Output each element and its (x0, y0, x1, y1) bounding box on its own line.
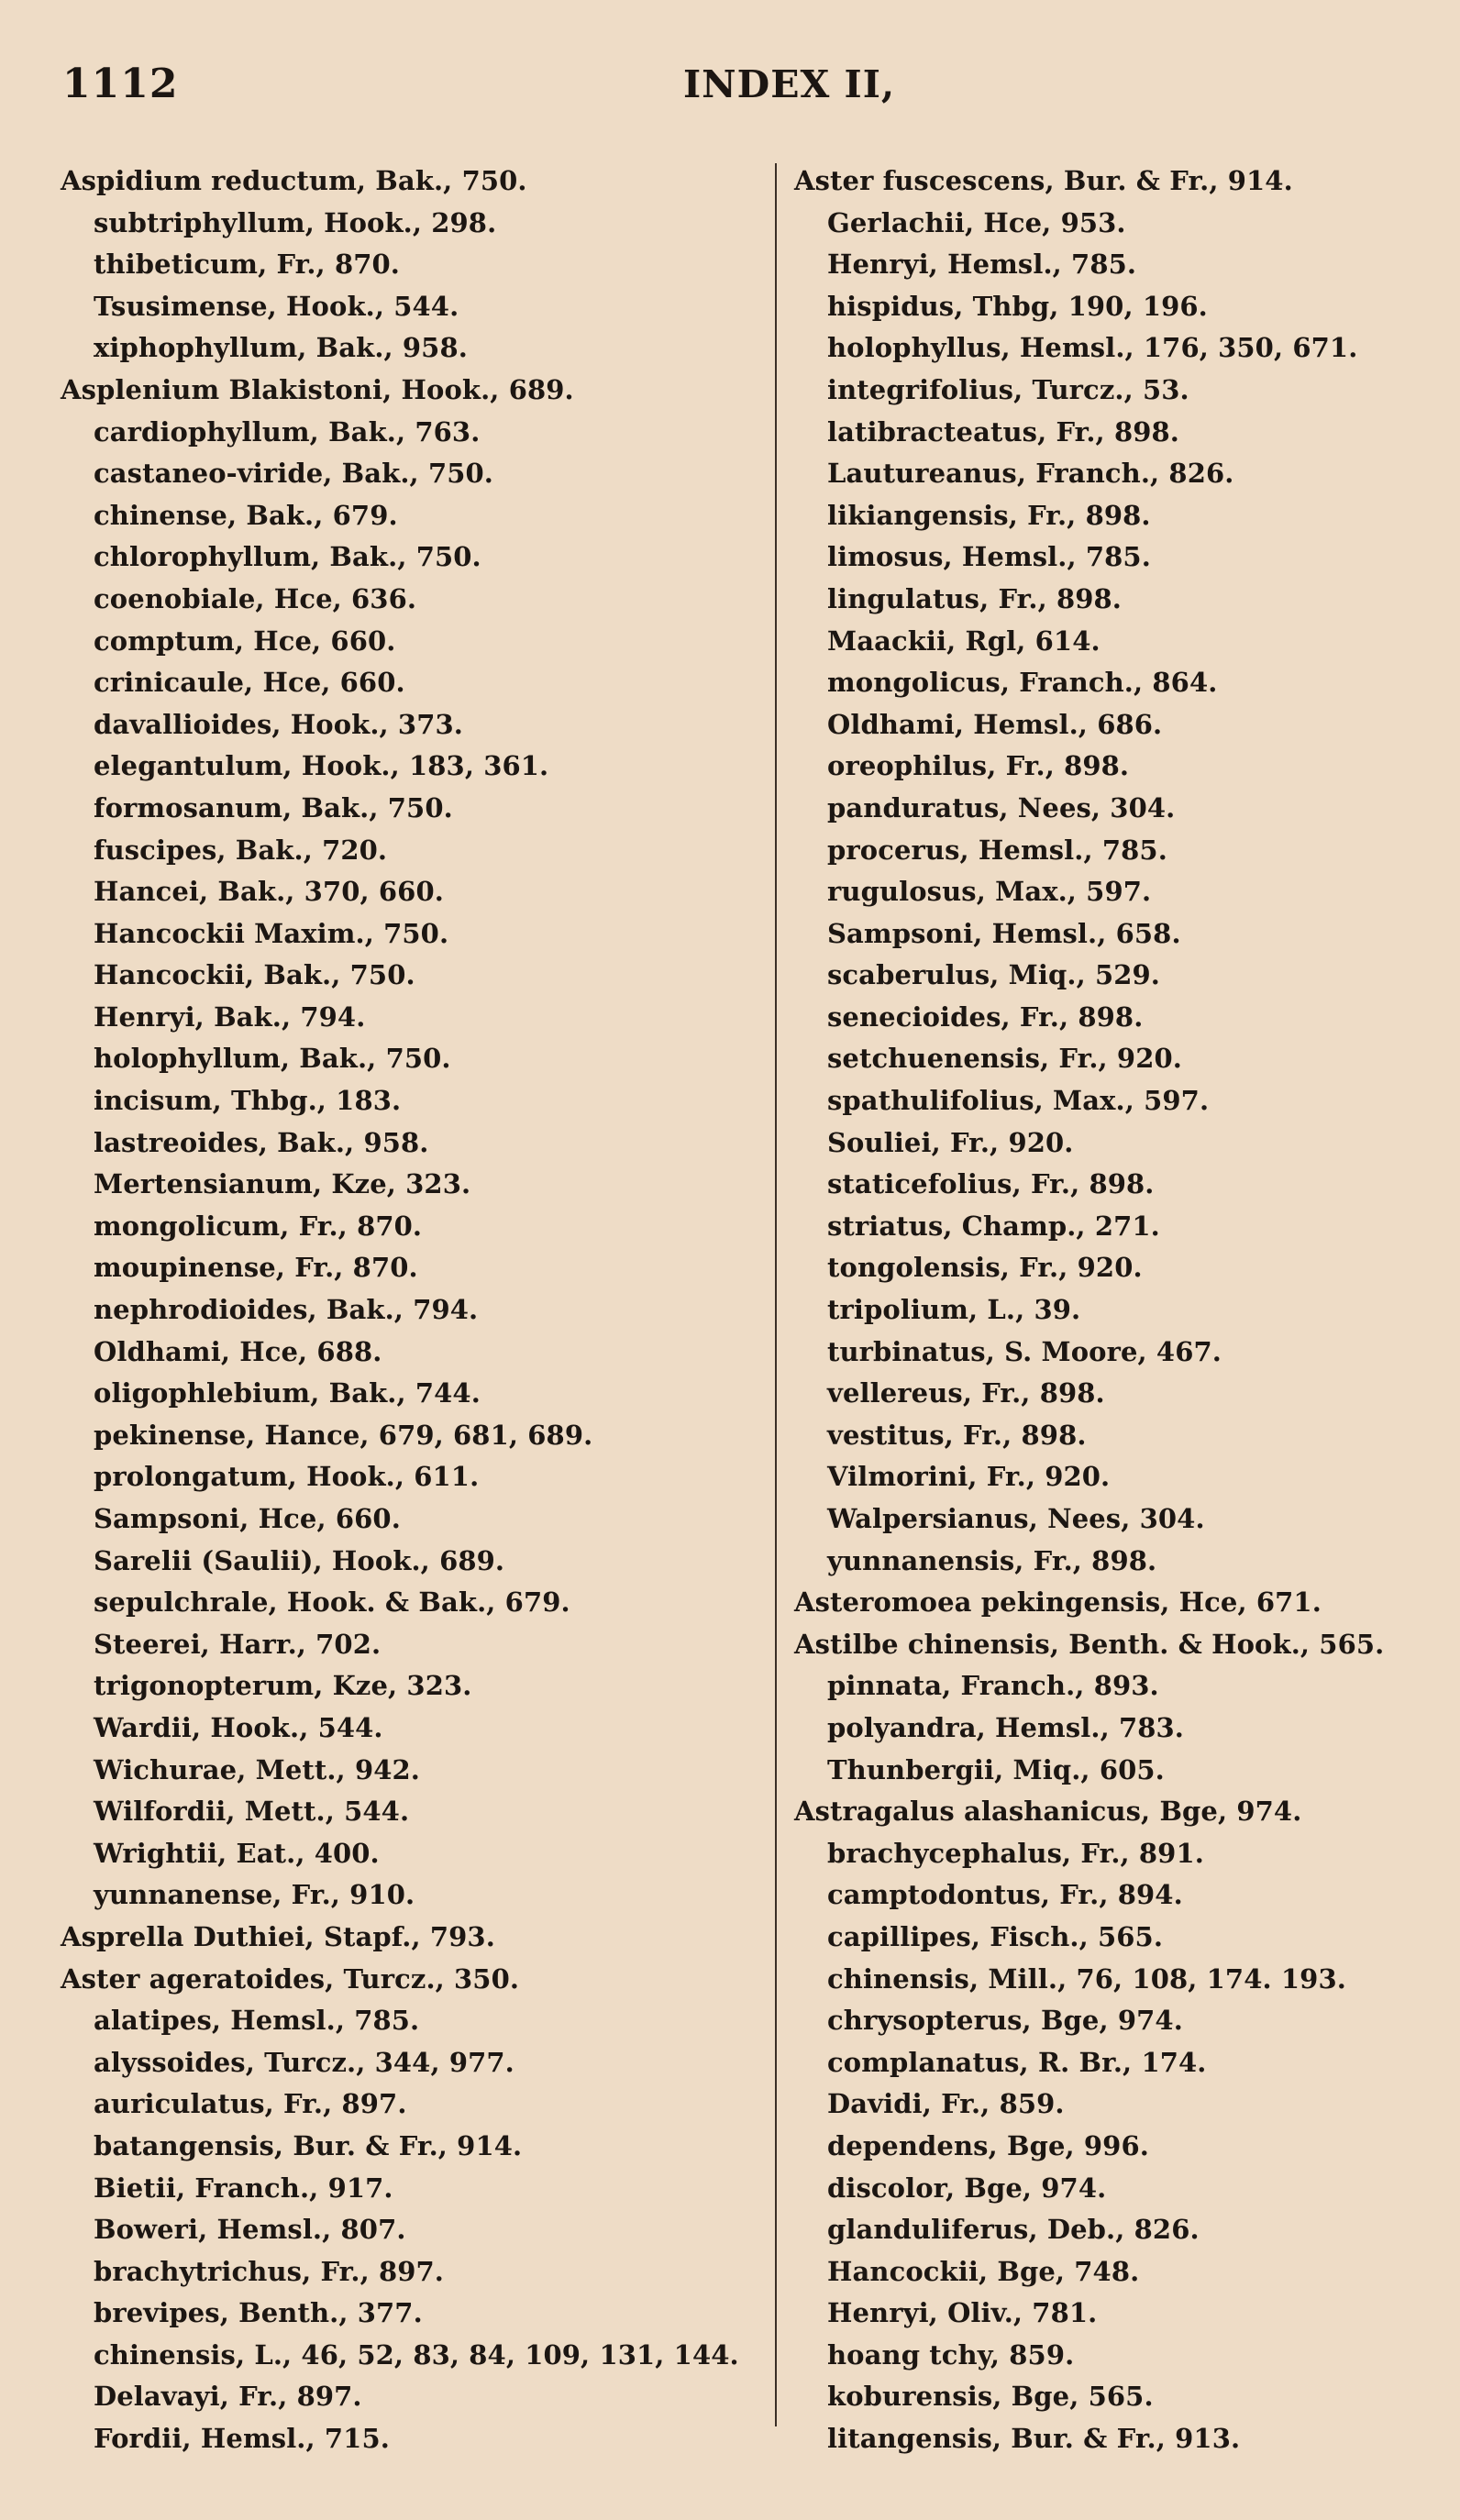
index-entry-species: Hancei, Bak., 370, 660. (94, 876, 444, 908)
index-entry-species: Wilfordii, Mett., 544. (94, 1796, 410, 1828)
index-entry-species: hoang tchy, 859. (827, 2338, 1075, 2371)
index-entry-genus: Asteromoea pekingensis, Hce, 671. (794, 1586, 1322, 1619)
index-entry-species: incisum, Thbg., 183. (94, 1085, 402, 1117)
page-title: INDEX II, (683, 62, 896, 106)
index-entry-species: thibeticum, Fr., 870. (94, 249, 400, 281)
index-entry-species: Walpersianus, Nees, 304. (827, 1503, 1205, 1534)
index-entry-species: nephrodioides, Bak., 794. (94, 1294, 479, 1326)
index-entry-species: Hancockii, Bak., 750. (94, 959, 415, 991)
index-entry-species: cardiophyllum, Bak., 763. (94, 415, 481, 448)
index-entry-species: chinensis, L., 46, 52, 83, 84, 109, 131, 144. (94, 2338, 739, 2371)
index-entry-species: Davidi, Fr., 859. (827, 2088, 1065, 2120)
index-entry-species: Souliei, Fr., 920. (827, 1126, 1074, 1158)
index-entry-genus: Asprella Duthiei, Stapf., 793. (61, 1920, 495, 1952)
index-entry-species: trigonopterum, Kze, 323. (94, 1670, 472, 1702)
index-column-left (61, 160, 758, 2460)
index-entry-species: Boweri, Hemsl., 807. (94, 2214, 406, 2246)
index-entry-species: pinnata, Franch., 893. (827, 1670, 1159, 1702)
index-entry-species: Gerlachii, Hce, 953. (827, 206, 1126, 238)
index-entry-species: moupinense, Fr., 870. (94, 1252, 418, 1284)
index-entry-species: latibracteatus, Fr., 898. (827, 415, 1179, 448)
index-entry-species: oligophlebium, Bak., 744. (94, 1377, 481, 1409)
index-entry-species: yunnanensis, Fr., 898. (827, 1544, 1157, 1576)
index-entry-species: prolongatum, Hook., 611. (94, 1461, 480, 1493)
index-entry-species: vellereus, Fr., 898. (827, 1377, 1105, 1409)
index-entry-species: Wardii, Hook., 544. (94, 1711, 383, 1743)
index-entry-species: crinicaule, Hce, 660. (94, 667, 405, 699)
index-entry-species: Hancockii, Bge, 748. (827, 2255, 1140, 2287)
index-entry-species: brachycephalus, Fr., 891. (827, 1837, 1204, 1869)
index-column-right (794, 160, 1454, 2460)
index-entry-species: tripolium, L., 39. (827, 1294, 1081, 1326)
index-entry-species: dependens, Bge, 996. (827, 2129, 1149, 2161)
index-entry-species: alyssoides, Turcz., 344, 977. (94, 2046, 514, 2078)
index-entry-species: limosus, Hemsl., 785. (827, 541, 1151, 573)
index-entry-species: Maackii, Rgl, 614. (827, 624, 1101, 657)
index-entry-species: chinensis, Mill., 76, 108, 174. 193. (827, 1962, 1346, 1995)
index-entry-species: Tsusimense, Hook., 544. (94, 290, 459, 322)
index-entry-species: subtriphyllum, Hook., 298. (94, 206, 497, 238)
index-entry-species: elegantulum, Hook., 183, 361. (94, 750, 549, 782)
index-entry-species: Vilmorini, Fr., 920. (827, 1461, 1111, 1493)
index-entry-species: likiangensis, Fr., 898. (827, 499, 1151, 531)
index-entry-species: sepulchrale, Hook. & Bak., 679. (94, 1586, 570, 1619)
index-entry-species: mongolicus, Franch., 864. (827, 667, 1218, 699)
index-entry-species: striatus, Champ., 271. (827, 1210, 1160, 1242)
index-entry-species: koburensis, Bge, 565. (827, 2381, 1154, 2413)
index-entry-species: lastreoides, Bak., 958. (94, 1126, 429, 1158)
index-entry-species: rugulosus, Max., 597. (827, 876, 1152, 908)
index-entry-species: chinense, Bak., 679. (94, 499, 398, 531)
index-entry-genus: Aster fuscescens, Bur. & Fr., 914. (794, 165, 1293, 196)
index-entry-species: capillipes, Fisch., 565. (827, 1920, 1164, 1952)
index-entry-species: vestitus, Fr., 898. (827, 1419, 1087, 1451)
index-entry-species: Mertensianum, Kze, 323. (94, 1168, 471, 1200)
index-entry-species: Sampsoni, Hce, 660. (94, 1503, 401, 1534)
index-entry-species: davallioides, Hook., 373. (94, 708, 463, 740)
index-entry-species: lingulatus, Fr., 898. (827, 582, 1123, 614)
index-entry-species: mongolicum, Fr., 870. (94, 1210, 423, 1242)
page-number: 1112 (62, 61, 179, 107)
index-entry-species: xiphophyllum, Bak., 958. (94, 332, 468, 364)
index-entry-species: staticefolius, Fr., 898. (827, 1168, 1155, 1200)
index-entry-species: setchuenensis, Fr., 920. (827, 1043, 1182, 1075)
index-entry-species: holophyllum, Bak., 750. (94, 1043, 451, 1075)
index-entry-species: Henryi, Hemsl., 785. (827, 249, 1137, 281)
index-entry-species: comptum, Hce, 660. (94, 624, 396, 657)
index-entry-species: auriculatus, Fr., 897. (94, 2088, 407, 2120)
index-entry-species: Henryi, Bak., 794. (94, 1000, 366, 1033)
index-entry-genus: Aspidium reductum, Bak., 750. (61, 165, 527, 196)
index-entry-species: tongolensis, Fr., 920. (827, 1252, 1143, 1284)
index-entry-species: hispidus, Thbg, 190, 196. (827, 290, 1208, 322)
index-entry-species: Oldhami, Hemsl., 686. (827, 708, 1163, 740)
index-entry-species: camptodontus, Fr., 894. (827, 1879, 1183, 1911)
index-entry-species: Wrightii, Eat., 400. (94, 1837, 380, 1869)
index-entry-species: panduratus, Nees, 304. (827, 791, 1176, 823)
index-entry-species: Steerei, Harr., 702. (94, 1628, 382, 1660)
index-entry-species: scaberulus, Miq., 529. (827, 959, 1161, 991)
index-entry-genus: Astilbe chinensis, Benth. & Hook., 565. (794, 1628, 1385, 1660)
index-entry-species: Sarelii (Saulii), Hook., 689. (94, 1544, 505, 1576)
index-entry-species: Lautureanus, Franch., 826. (827, 458, 1234, 490)
index-entry-species: Thunbergii, Miq., 605. (827, 1753, 1165, 1785)
index-entry-species: Hancockii Maxim., 750. (94, 917, 449, 949)
index-entry-genus: Asplenium Blakistoni, Hook., 689. (61, 373, 574, 405)
index-entry-species: Bietii, Franch., 917. (94, 2172, 393, 2204)
index-entry-species: Wichurae, Mett., 942. (94, 1753, 420, 1785)
index-entry-species: Sampsoni, Hemsl., 658. (827, 917, 1181, 949)
index-entry-species: turbinatus, S. Moore, 467. (827, 1335, 1222, 1367)
index-entry-species: castaneo-viride, Bak., 750. (94, 458, 493, 490)
index-entry-species: coenobiale, Hce, 636. (94, 582, 417, 614)
index-entry-species: Delavayi, Fr., 897. (94, 2381, 362, 2413)
index-entry-species: spathulifolius, Max., 597. (827, 1085, 1210, 1117)
index-entry-species: yunnanense, Fr., 910. (94, 1879, 415, 1911)
index-entry-species: senecioides, Fr., 898. (827, 1000, 1144, 1033)
index-entry-species: alatipes, Hemsl., 785. (94, 2005, 420, 2037)
index-entry-genus: Aster ageratoides, Turcz., 350. (61, 1962, 520, 1995)
index-entry-species: procerus, Hemsl., 785. (827, 834, 1167, 866)
index-entry-species: Fordii, Hemsl., 715. (94, 2423, 390, 2455)
index-entry-species: integrifolius, Turcz., 53. (827, 373, 1189, 405)
index-entry-species: brevipes, Benth., 377. (94, 2297, 423, 2329)
index-entry-species: batangensis, Bur. & Fr., 914. (94, 2129, 523, 2161)
index-entry-species: brachytrichus, Fr., 897. (94, 2255, 444, 2287)
column-divider (775, 163, 777, 2426)
index-entry-species: complanatus, R. Br., 174. (827, 2046, 1207, 2078)
index-entry-species: chrysopterus, Bge, 974. (827, 2005, 1183, 2037)
index-entry-species: formosanum, Bak., 750. (94, 791, 453, 823)
index-entry-species: litangensis, Bur. & Fr., 913. (827, 2423, 1241, 2455)
index-entry-species: discolor, Bge, 974. (827, 2172, 1107, 2204)
index-entry-species: glanduliferus, Deb., 826. (827, 2214, 1200, 2246)
index-entry-species: oreophilus, Fr., 898. (827, 750, 1130, 782)
index-entry-genus: Astragalus alashanicus, Bge, 974. (794, 1796, 1302, 1828)
index-entry-species: polyandra, Hemsl., 783. (827, 1711, 1184, 1743)
index-entry-species: Oldhami, Hce, 688. (94, 1335, 382, 1367)
index-entry-species: chlorophyllum, Bak., 750. (94, 541, 481, 573)
index-entry-species: Henryi, Oliv., 781. (827, 2297, 1098, 2329)
index-entry-species: fuscipes, Bak., 720. (94, 834, 388, 866)
index-entry-species: pekinense, Hance, 679, 681, 689. (94, 1419, 593, 1451)
index-entry-species: holophyllus, Hemsl., 176, 350, 671. (827, 332, 1358, 364)
